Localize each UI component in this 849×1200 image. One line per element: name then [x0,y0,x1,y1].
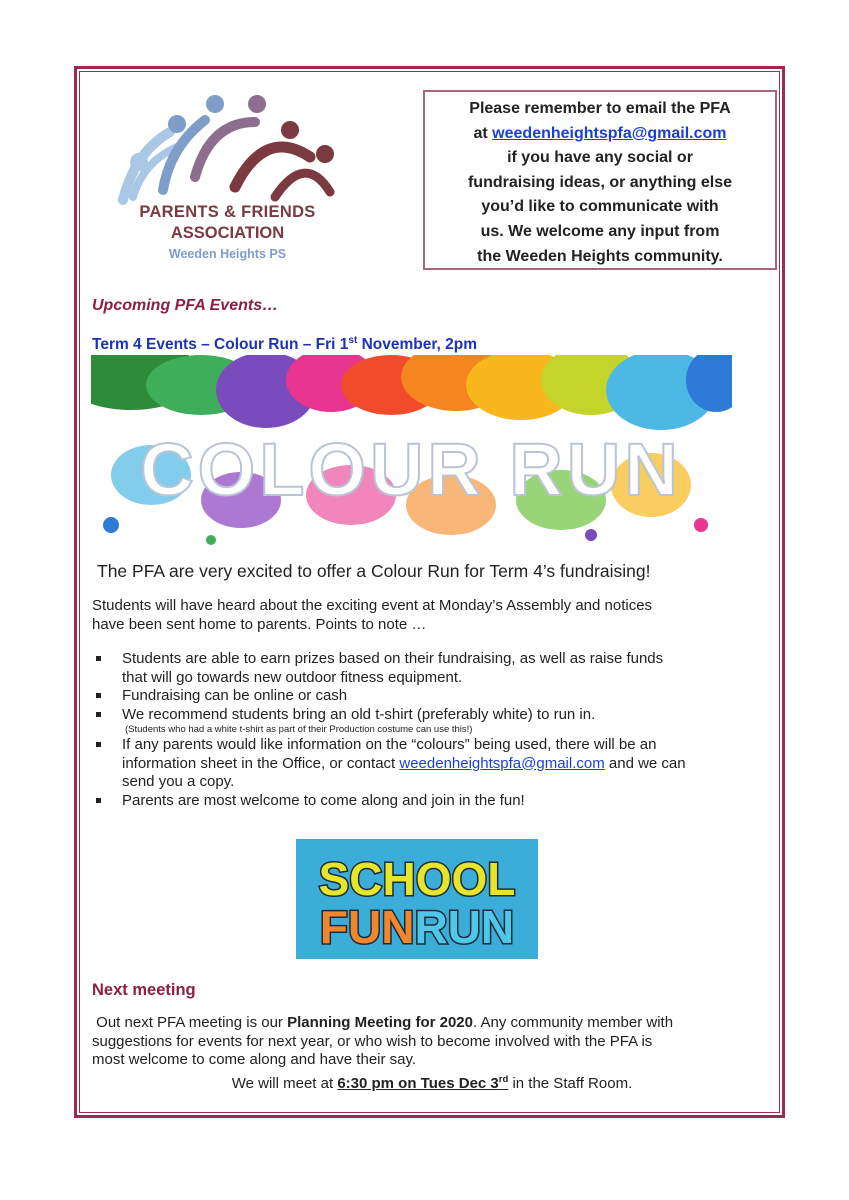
notice-email-link[interactable]: weedenheightspfa@gmail.com [492,124,727,142]
colour-run-banner [91,355,732,555]
term-rest: November, 2pm [357,336,478,354]
list-item [92,736,772,792]
list-item [92,687,772,706]
term-text: Term 4 Events – Colour Run – Fri 1 [92,336,349,354]
banner-text: COLOUR RUN [140,428,682,511]
bullet-icon [96,798,101,803]
meeting-line: suggestions for events for next year, or who wish to become involved with the PFA is [92,1032,653,1050]
meeting-line: most welcome to come along and have their say. [92,1051,417,1068]
list-item-text: If any parents would like information on the “colours” being used, there will be an [122,736,657,753]
email-link[interactable]: weedenheightspfa@gmail.com [399,754,605,772]
meeting-time-sup: rd [498,1074,509,1085]
logo-subtitle: ASSOCIATION [170,224,285,242]
notice-line: Please remember to email the PFA [469,100,731,117]
notice-line: if you have any social or [507,149,693,167]
meeting-time-date-text: 6:30 pm on Tues Dec 3 [337,1075,499,1092]
next-meeting-heading: Next meeting [92,981,196,999]
notice-box [423,90,777,270]
notice-line [433,122,767,147]
list-item-text [122,755,772,774]
list-item [92,706,772,737]
list-item [92,650,772,687]
list-item-text-pre: information sheet in the Office, or contact [122,754,400,772]
logo-title: PARENTS & FRIENDS [139,203,316,221]
notice-line: you’d like to communicate with [481,198,719,216]
meeting-bold: Planning Meeting for 2020 [287,1014,473,1031]
meeting-time [92,1071,772,1094]
meeting-line [92,1014,772,1033]
bullet-icon [96,693,101,698]
term-sup: st [348,335,358,346]
list-item-text: Parents are most welcome to come along and join in the fun! [122,791,525,809]
notice-line: fundraising ideas, or anything else [467,173,733,191]
points-list [92,650,772,810]
logo-school: Weeden Heights PS [168,247,287,261]
notice-line: us. We welcome any input from [480,222,720,240]
meeting-pre: Out next PFA meeting is our [92,1014,288,1031]
term-heading [92,335,477,354]
list-item-text: send you a copy. [122,773,235,790]
funrun-line1: SCHOOL [318,853,516,905]
list-item-text-post: and we can [604,754,686,772]
meeting-time-date [337,1075,508,1092]
intro-paragraph [92,597,752,634]
list-item-text: Students are able to earn prizes based on their fundraising, as well as raise funds [122,650,664,667]
list-item-text: Fundraising can be online or cash [122,687,348,704]
list-item-note: (Students who had a white t-shirt as part of their Production costume can use this!) [125,724,473,735]
colour-run-intro-heading: The PFA are very excited to offer a Colour Run for Term 4’s fundraising! [97,561,651,581]
meeting-post: . Any community member with [472,1014,674,1031]
list-item-text: We recommend students bring an old t-shirt (preferably white) to run in. [122,705,596,723]
meeting-time-pre: We will meet at [231,1075,338,1092]
funrun-line2b: RUN [414,901,515,953]
bullet-icon [96,742,101,747]
list-item [92,792,772,811]
upcoming-heading: Upcoming PFA Events… [92,297,279,314]
svg-text:FUNRUN [320,901,514,953]
school-fun-run-logo [296,839,538,959]
notice-line: the Weeden Heights community. [477,247,723,265]
notice-at: at [473,124,493,142]
intro-line: Students will have heard about the exciting event at Monday’s Assembly and notices [92,597,653,614]
meeting-paragraph [92,1014,772,1070]
meeting-time-post: in the Staff Room. [508,1075,633,1092]
intro-line: have been sent home to parents. Points to note … [92,615,427,633]
bullet-icon [96,656,101,661]
bullet-icon [96,712,101,717]
list-item-text: that will go towards new outdoor fitness equipment. [122,668,463,686]
funrun-line2a: FUN [319,901,415,953]
